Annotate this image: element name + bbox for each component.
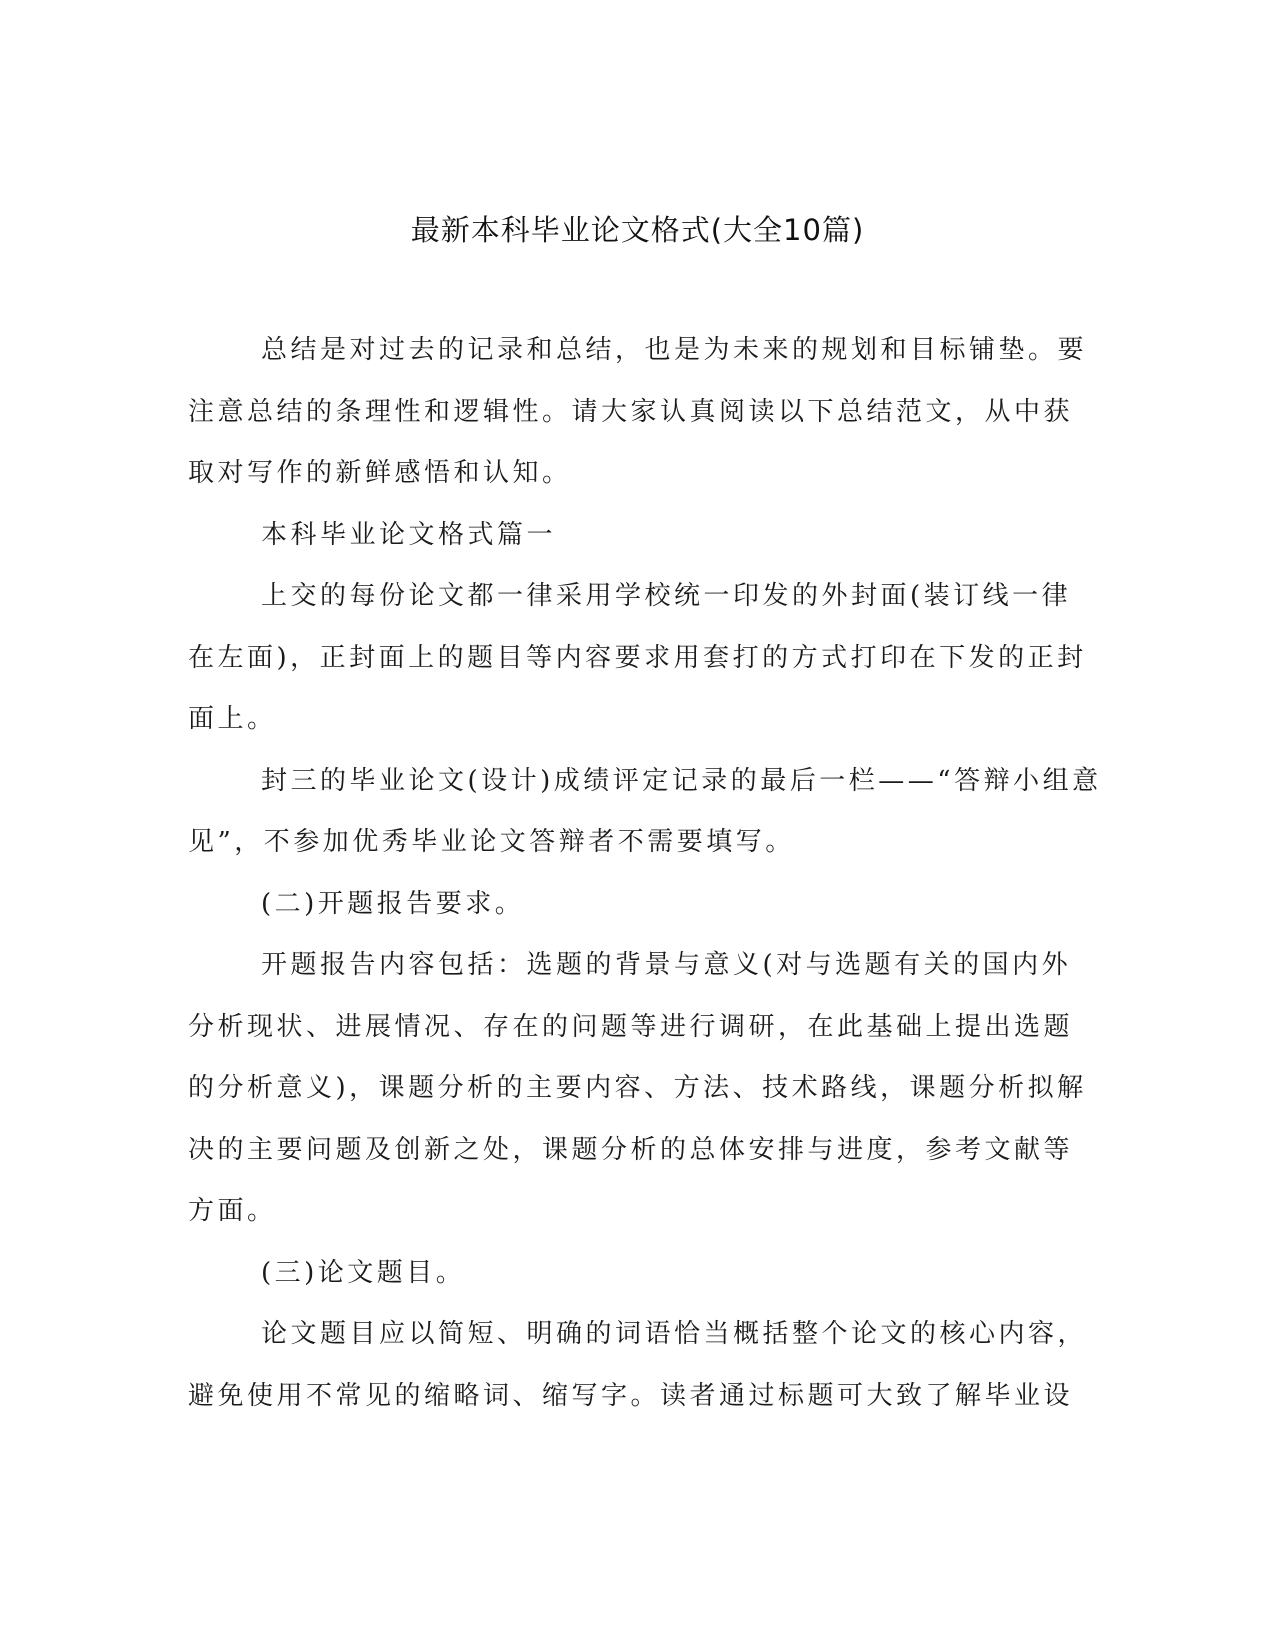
text-line: 决的主要问题及创新之处，课题分析的总体安排与进度，参考文献等 bbox=[188, 1134, 1074, 1165]
text-line: 的分析意义)，课题分析的主要内容、方法、技术路线，课题分析拟解 bbox=[188, 1073, 1087, 1103]
text-line: 面上。 bbox=[188, 704, 277, 734]
text-line: 取对写作的新鲜感悟和认知。 bbox=[188, 458, 572, 488]
text-line: 本科毕业论文格式篇一 bbox=[261, 519, 557, 550]
section-heading bbox=[188, 874, 1078, 936]
text-line: 上交的每份论文都一律采用学校统一印发的外封面(装订线一律 bbox=[261, 581, 1072, 611]
text-line: 开题报告内容包括：选题的背景与意义(对与选题有关的国内外 bbox=[261, 950, 1072, 980]
text-line: 注意总结的条理性和逻辑性。请大家认真阅读以下总结范文，从中获 bbox=[188, 396, 1074, 427]
text-line: (二)开题报告要求。 bbox=[261, 888, 525, 919]
paragraph bbox=[188, 1304, 1088, 1427]
section-heading bbox=[188, 505, 1078, 567]
text-line: 避免使用不常见的缩略词、缩写字。读者通过标题可大致了解毕业设 bbox=[188, 1380, 1074, 1411]
paragraph bbox=[188, 935, 1087, 1243]
document-title: 最新本科毕业论文格式(大全10篇) bbox=[410, 213, 865, 247]
text-line: 见”，不参加优秀毕业论文答辩者不需要填写。 bbox=[188, 827, 795, 857]
text-line: 方面。 bbox=[188, 1196, 277, 1226]
text-line: 分析现状、进展情况、存在的问题等进行调研，在此基础上提出选题 bbox=[188, 1011, 1074, 1042]
text-line: 论文题目应以简短、明确的词语恰当概括整个论文的核心内容， bbox=[261, 1319, 1088, 1349]
text-line: 在左面)，正封面上的题目等内容要求用套打的方式打印在下发的正封 bbox=[188, 642, 1087, 673]
text-line: 封三的毕业论文(设计)成绩评定记录的最后一栏——“答辩小组意 bbox=[261, 765, 1102, 796]
text-line: (三)论文题目。 bbox=[261, 1257, 466, 1288]
document-body bbox=[188, 320, 1102, 1427]
section-heading bbox=[188, 1243, 1078, 1305]
text-line: 总结是对过去的记录和总结，也是为未来的规划和目标铺垫。要 bbox=[261, 335, 1088, 365]
paragraph bbox=[188, 566, 1087, 751]
paragraph bbox=[188, 751, 1102, 874]
paragraph-intro bbox=[188, 320, 1088, 505]
